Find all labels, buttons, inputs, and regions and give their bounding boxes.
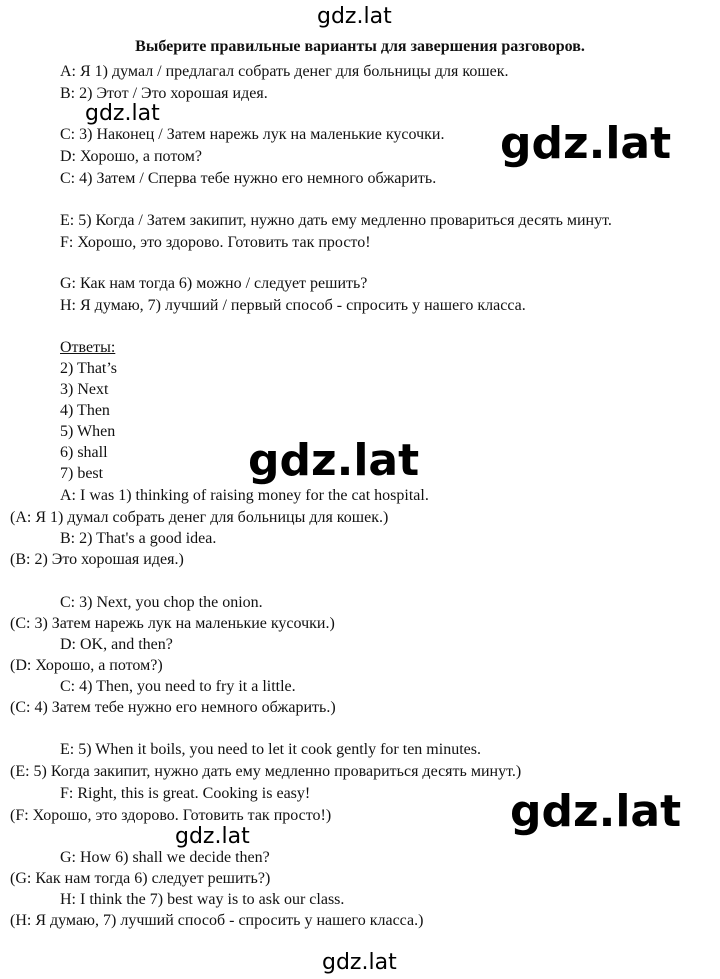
watermark-big-right-bottom: gdz.lat — [510, 786, 682, 837]
task-line-f: F: Хорошо, это здорово. Готовить так просто! — [60, 234, 371, 251]
answer-item: 6) shall — [60, 444, 108, 461]
dialogue-en-c2: C: 4) Then, you need to fry it a little. — [60, 678, 296, 695]
dialogue-en-b: B: 2) That's a good idea. — [60, 530, 217, 547]
dialogue-en-c: C: 3) Next, you chop the onion. — [60, 594, 263, 611]
task-line-a: A: Я 1) думал / предлагал собрать денег для больницы для кошек. — [60, 63, 509, 80]
dialogue-ru-c: (C: 3) Затем нарежь лук на маленькие кусочки.) — [10, 615, 335, 632]
task-line-b: B: 2) Этот / Это хорошая идея. — [60, 85, 268, 102]
dialogue-ru-c2: (C: 4) Затем тебе нужно его немного обжарить.) — [10, 699, 336, 716]
dialogue-ru-f: (F: Хорошо, это здорово. Готовить так просто!) — [10, 807, 332, 824]
dialogue-en-f: F: Right, this is great. Cooking is easy! — [60, 785, 311, 802]
dialogue-en-g: G: How 6) shall we decide then? — [60, 849, 270, 866]
answer-item: 3) Next — [60, 381, 109, 398]
dialogue-en-h: H: I think the 7) best way is to ask our class. — [60, 891, 345, 908]
dialogue-ru-e: (E: 5) Когда закипит, нужно дать ему медленно провариться десять минут.) — [10, 763, 522, 780]
watermark-big-right-top: gdz.lat — [500, 118, 672, 169]
task-line-h: H: Я думаю, 7) лучший / первый способ - спросить у нашего класса. — [60, 297, 526, 314]
watermark-small-left: gdz.lat — [85, 101, 160, 126]
watermark-big-center: gdz.lat — [248, 435, 420, 486]
dialogue-en-e: E: 5) When it boils, you need to let it cook gently for ten minutes. — [60, 741, 481, 758]
task-line-e: E: 5) Когда / Затем закипит, нужно дать ему медленно провариться десять минут. — [60, 212, 612, 229]
dialogue-ru-b: (B: 2) Это хорошая идея.) — [10, 551, 184, 568]
task-line-d: D: Хорошо, а потом? — [60, 148, 203, 165]
answer-item: 4) Then — [60, 402, 110, 419]
dialogue-ru-g: (G: Как нам тогда 6) следует решить?) — [10, 870, 271, 887]
answer-item: 2) That’s — [60, 360, 118, 377]
dialogue-en-d: D: OK, and then? — [60, 636, 173, 653]
exercise-title: Выберите правильные варианты для завершения разговоров. — [135, 38, 585, 55]
watermark-bottom: gdz.lat — [322, 950, 397, 975]
answers-heading: Ответы: — [60, 339, 116, 356]
answer-item: 7) best — [60, 465, 104, 482]
dialogue-ru-d: (D: Хорошо, а потом?) — [10, 657, 163, 674]
watermark-top: gdz.lat — [317, 4, 392, 29]
task-line-g: G: Как нам тогда 6) можно / следует решить? — [60, 275, 368, 292]
task-line-c: C: 3) Наконец / Затем нарежь лук на маленькие кусочки. — [60, 126, 445, 143]
answer-item: 5) When — [60, 423, 116, 440]
task-line-c2: C: 4) Затем / Сперва тебе нужно его немного обжарить. — [60, 170, 437, 187]
dialogue-ru-a: (A: Я 1) думал собрать денег для больницы для кошек.) — [10, 509, 389, 526]
dialogue-en-a: A: I was 1) thinking of raising money for the cat hospital. — [60, 487, 429, 504]
dialogue-ru-h: (H: Я думаю, 7) лучший способ - спросить у нашего класса.) — [10, 912, 424, 929]
watermark-small-mid-bottom: gdz.lat — [175, 824, 250, 849]
